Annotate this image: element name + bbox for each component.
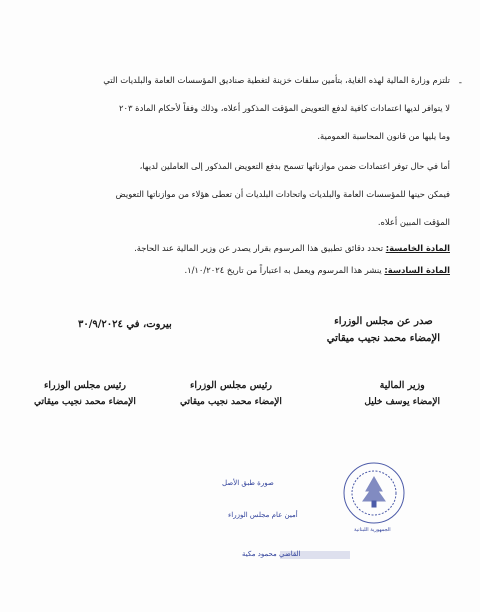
date-line: بيروت، في ٣٠/٩/٢٠٢٤ bbox=[78, 319, 172, 330]
body-line-1: تلتزم وزارة المالية لهذه الغاية، بتأمين سلفات خزينة لتغطية صناديق المؤسسات العامة والبلديات التي bbox=[103, 75, 450, 85]
body-line-3: وما يليها من قانون المحاسبة العمومية. bbox=[317, 131, 450, 141]
signature-prime-minister-2 bbox=[180, 380, 282, 407]
body-line-4: أما في حال توفر اعتمادات ضمن موازناتها تسمح بدفع التعويض المذكور إلى العاملين لديها، bbox=[139, 161, 450, 171]
signature-name: الإمضاء يوسف خليل bbox=[364, 397, 440, 407]
stamp-line-3: القاضي محمود مكية bbox=[242, 550, 301, 558]
body-line-6: المؤقت المبين أعلاه. bbox=[377, 217, 450, 227]
stamp-line-2: أمين عام مجلس الوزراء bbox=[228, 511, 298, 519]
signature-name: الإمضاء محمد نجيب ميقاتي bbox=[34, 397, 136, 407]
list-bullet: - bbox=[458, 78, 462, 88]
article-5-text: تحدد دقائق تطبيق هذا المرسوم بقرار يصدر عن وزير المالية عند الحاجة. bbox=[134, 243, 386, 253]
body-line-2: لا يتوافر لديها اعتمادات كافية لدفع التعويض المؤقت المذكور أعلاه، وذلك وفقاً لأحكام المادة ٢٠٣ bbox=[119, 103, 450, 113]
article-6-label: المادة السادسة: bbox=[384, 265, 450, 275]
issued-line-2: الإمضاء محمد نجيب ميقاتي bbox=[326, 333, 440, 344]
stamp-line-1: صورة طبق الأصل bbox=[222, 479, 274, 487]
issued-line-1: صدر عن مجلس الوزراء bbox=[334, 316, 433, 327]
signature-title: رئيس مجلس الوزراء bbox=[189, 380, 272, 391]
signature-title: رئيس مجلس الوزراء bbox=[43, 380, 126, 391]
body-line-5: فيمكن حينها للمؤسسات العامة والبلديات واتحادات البلديات أن تعطى هؤلاء من موازناتها التعويض bbox=[115, 189, 450, 199]
article-6 bbox=[184, 266, 450, 274]
issued-block bbox=[327, 316, 440, 344]
signature-finance-minister bbox=[364, 380, 440, 407]
signature-name: الإمضاء محمد نجيب ميقاتي bbox=[180, 397, 282, 407]
official-stamp bbox=[222, 455, 412, 570]
stamp-seal-text: الجمهورية اللبنانية bbox=[354, 527, 391, 533]
signature-title: وزير المالية bbox=[379, 380, 425, 391]
article-5 bbox=[134, 244, 450, 252]
article-6-text: ينشر هذا المرسوم ويعمل به اعتباراً من تاريخ ١/١٠/٢٠٢٤. bbox=[184, 265, 385, 275]
signature-prime-minister-1 bbox=[34, 380, 136, 407]
article-5-label: المادة الخامسة: bbox=[385, 243, 450, 253]
